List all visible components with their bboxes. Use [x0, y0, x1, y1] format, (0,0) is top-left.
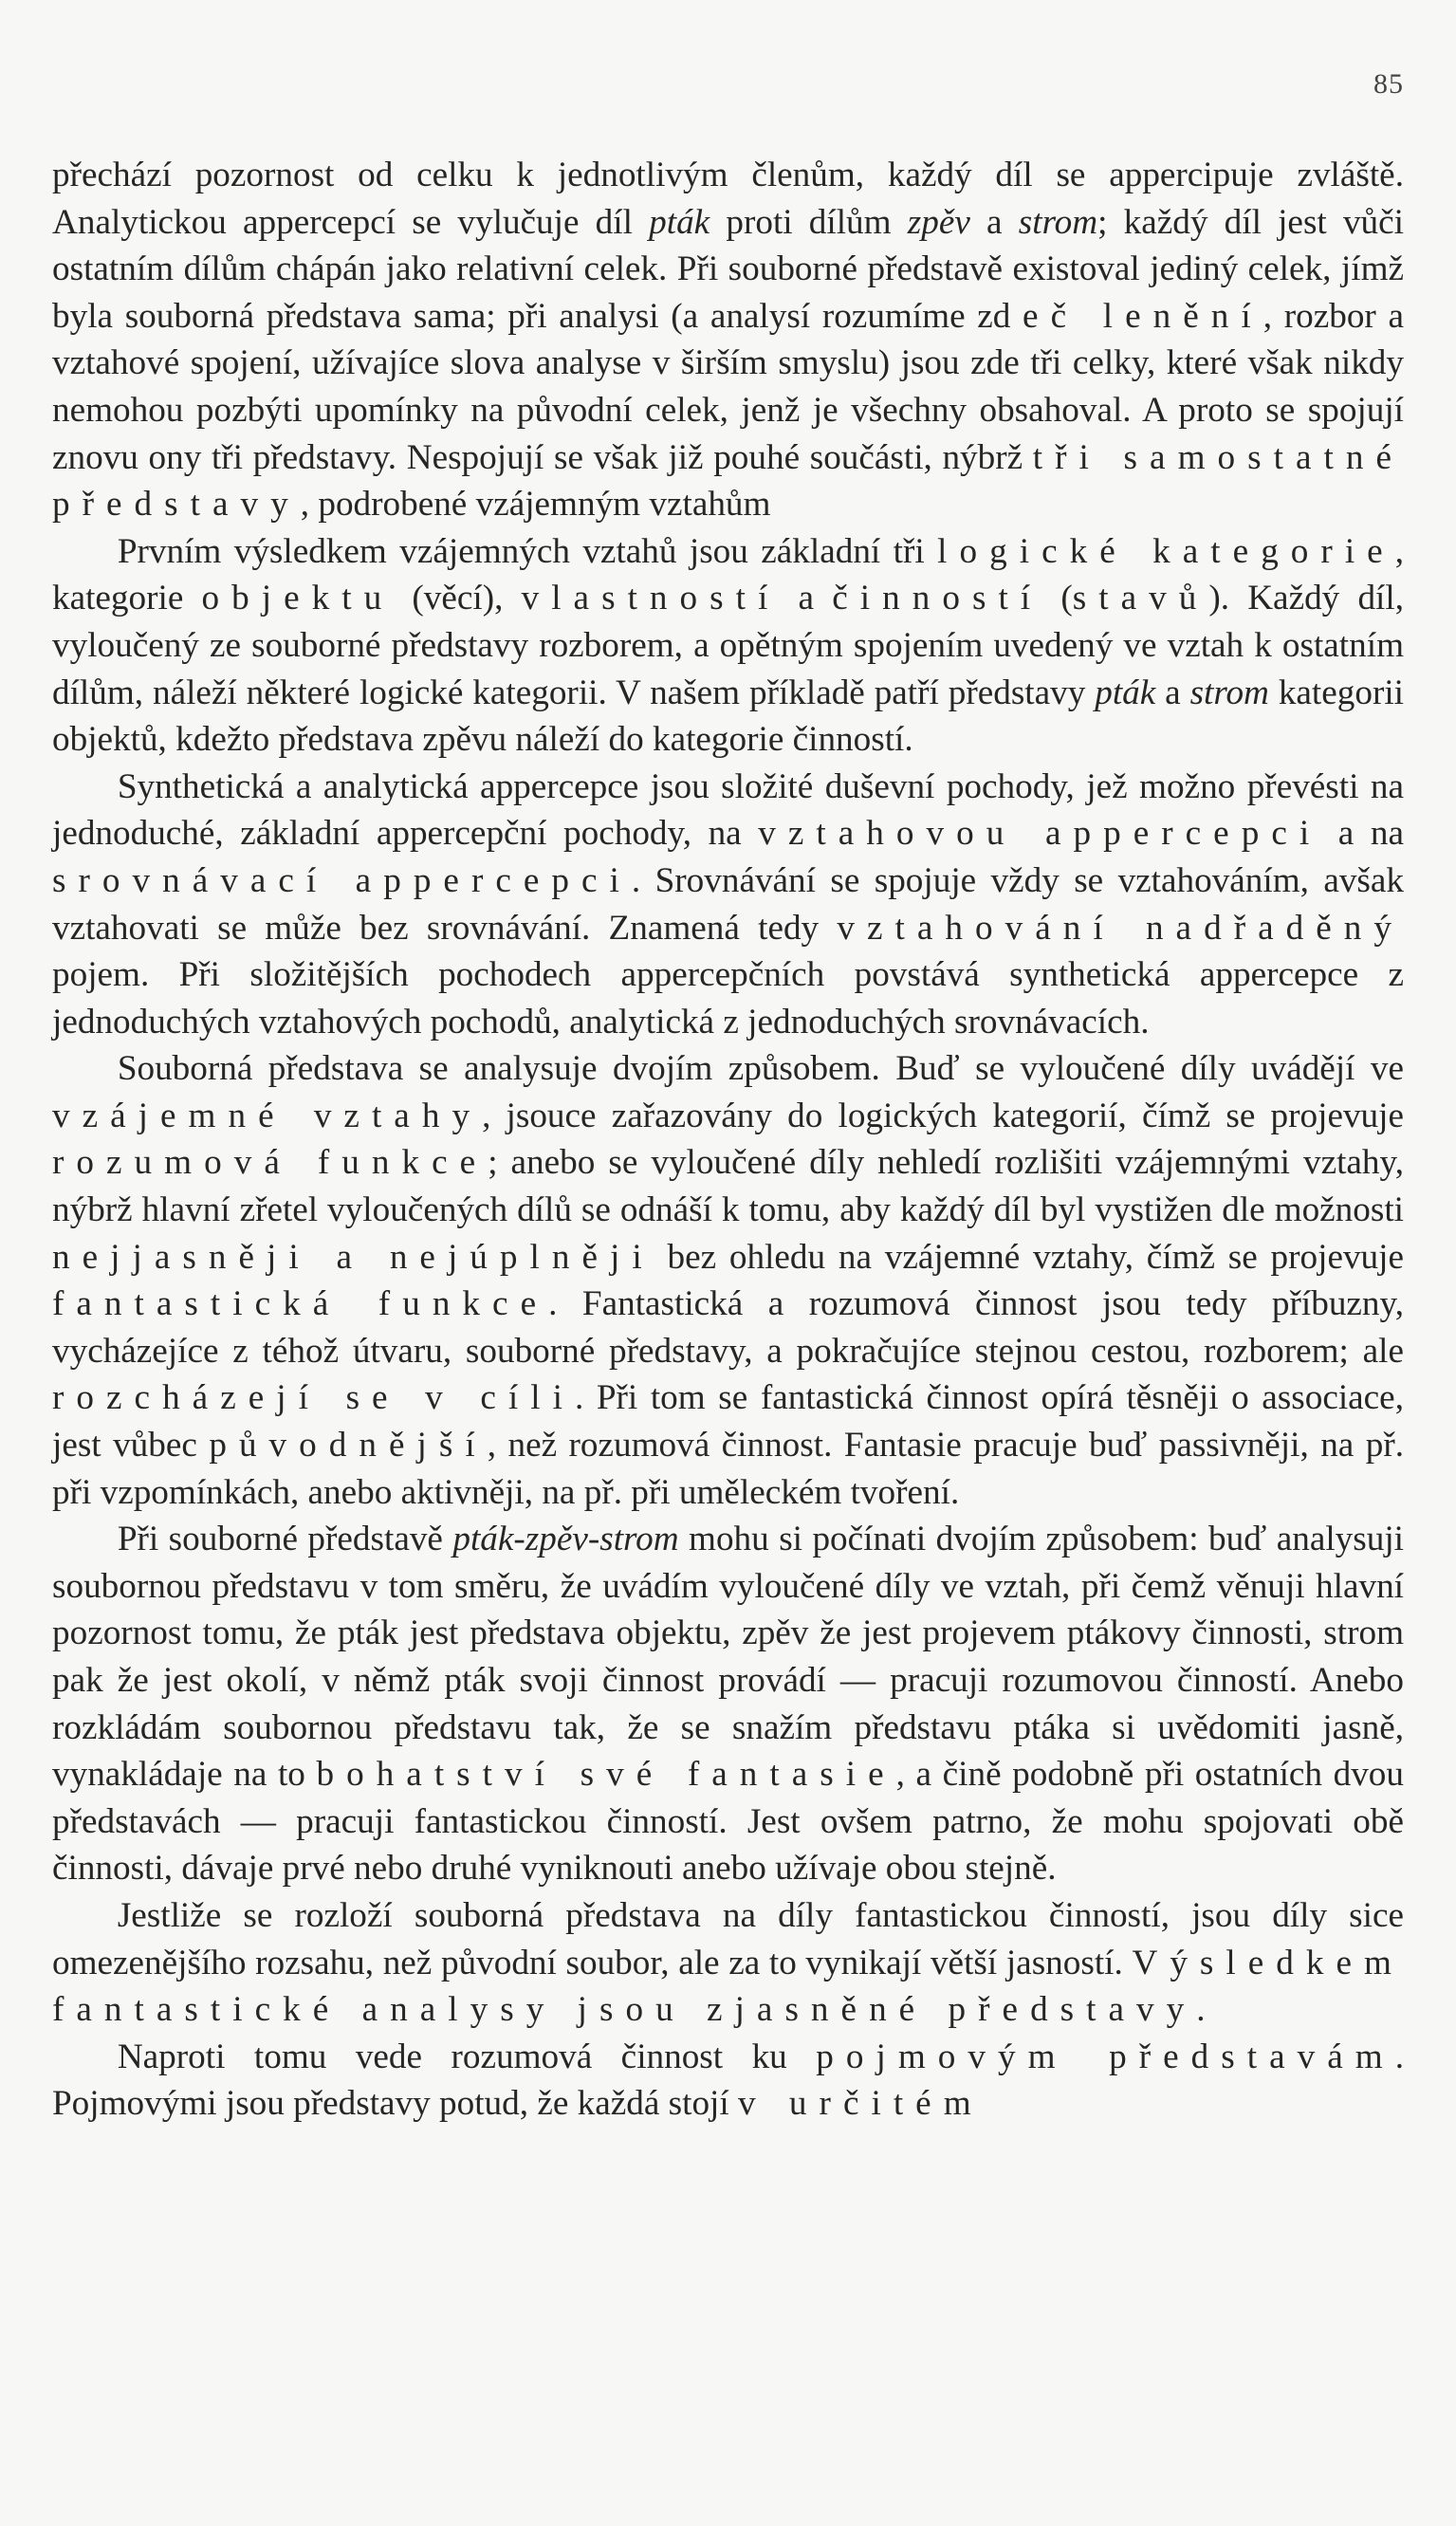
spaced-emphasis: pojmovým představám — [816, 2037, 1395, 2076]
text-run: a na — [1321, 814, 1404, 854]
spaced-emphasis: logické kategorie — [937, 531, 1395, 571]
italic-term: pták — [649, 202, 710, 242]
text-run: . — [1196, 1990, 1206, 2030]
text-run: ; anebo se vyloučené díly nehledí rozlišiti vzájemnými vztahy, nýbrž hlavní zřetel vyloučených dílů se odnáší k tomu, aby každý díl byl vystižen dle možnosti — [52, 1143, 1405, 1230]
spaced-emphasis: stavů — [1072, 579, 1209, 618]
paragraph — [52, 1892, 1404, 2034]
spaced-emphasis: nejjasněji a nejúplněji — [52, 1237, 654, 1277]
text-run: Při souborné představě — [117, 1520, 453, 1559]
spaced-emphasis: vztahování nadřaděný — [837, 908, 1404, 948]
paragraph — [52, 152, 1404, 528]
text-run: (věcí), — [394, 579, 522, 618]
text-run: kategorii objektů, kdežto představa zpěvu náleží do kategorie činností. — [52, 673, 1404, 760]
text-run: bez ohledu na vzájemné vztahy, čímž se projevuje — [654, 1237, 1404, 1277]
paragraph — [52, 1045, 1404, 1516]
italic-term: pták — [1095, 673, 1156, 712]
page-number: 85 — [1373, 68, 1404, 100]
spaced-emphasis: rozumová funkce — [52, 1143, 488, 1183]
spaced-emphasis: vlastností — [521, 579, 781, 618]
text-run: proti dílům — [710, 202, 908, 242]
text-run: Synthetická a analytická appercepce jsou složité duševní pochody, jež možno převésti na jednoduché, základní appercepční pochody, na — [52, 766, 1404, 854]
text-run: Naproti tomu vede rozumová činnost ku — [117, 2037, 817, 2076]
text-run: Jestliže se rozloží souborná představa na díly fantastickou činností, jsou díly sice omezenějšího rozsahu, než původní soubor, ale za to vynikají větší jasností. — [52, 1895, 1404, 1982]
italic-term: pták-zpěv-strom — [452, 1520, 679, 1559]
text-run: , kategorie — [52, 531, 1404, 618]
text-run: a — [1155, 673, 1190, 712]
text-run: ; každý díl jest vůči ostatním dílům chápán jako relativní celek. Při souborné představě existoval jediný celek, jímž byla souborná představa sama; při analysi (a analysí rozumíme zd — [52, 202, 1404, 336]
text-run: , než rozumová činnost. Fantasie pracuje buď passivněji, na př. při vzpomínkách, anebo aktivněji, na př. při uměleckém tvoření. — [52, 1426, 1405, 1512]
text-run: Souborná představa se analysuje dvojím způsobem. Buď se vyloučené díly uvádějí ve — [117, 1049, 1404, 1089]
text-run: . Srovnávání se spojuje vždy se vztahováním, avšak vztahovati se může bez srovnávání. Znamená tedy — [52, 860, 1404, 948]
text-run: a — [969, 202, 1019, 242]
text-run: , a čině podobně při ostatních dvou představách — pracuji fantastickou činností. Jest ovšem patrno, že mohu spojovati obě činnosti, dávaje prvé nebo druhé vyniknouti anebo užívaje obou stejně. — [52, 1755, 1404, 1889]
text-run: přechází pozornost od celku k jednotlivým členům, každý díl se appercipuje zvláště. Analytickou appercepcí se vylučuje díl — [52, 156, 1404, 242]
spaced-emphasis: vztahovou appercepci — [758, 814, 1322, 854]
italic-term: zpěv — [907, 202, 970, 242]
paragraph — [52, 1516, 1404, 1892]
text-run: Prvním výsledkem vzájemných vztahů jsou základní tři — [117, 531, 938, 571]
spaced-emphasis: bohatství své fantasie — [316, 1755, 896, 1795]
spaced-emphasis: činností — [832, 579, 1043, 618]
text-run: ( — [1042, 579, 1073, 618]
italic-term: strom — [1018, 202, 1098, 242]
spaced-emphasis: fantastická funkce — [52, 1284, 549, 1324]
spaced-emphasis: v určitém — [738, 2084, 984, 2124]
spaced-emphasis: srovnávací appercepci — [52, 860, 632, 900]
paragraph — [52, 528, 1404, 764]
paragraph — [52, 2034, 1404, 2128]
spaced-emphasis: eč lenění — [1023, 296, 1263, 336]
text-run: a — [780, 579, 833, 618]
spaced-emphasis: Výsledkem fantastické analysy jsou zjasněné představy — [52, 1943, 1404, 2030]
paragraph — [52, 764, 1404, 1046]
spaced-emphasis: tři samostatné představy — [52, 437, 1404, 525]
spaced-emphasis: původnější — [209, 1426, 488, 1466]
text-run: . Fantastická a rozumová činnost jsou tedy příbuzny, vycházejíce z téhož útvaru, souborné představy, a pokračujíce stejnou cestou, rozborem; ale — [52, 1284, 1404, 1371]
text-run: . Pojmovými jsou představy potud, že každá stojí — [52, 2037, 1404, 2124]
body-text — [52, 152, 1404, 2128]
text-run: ). Každý díl, vyloučený ze souborné představy rozborem, a opětným spojením uvedený ve vztah k ostatním dílům, náleží některé logické kategorii. V našem příkladě patří představy — [52, 579, 1404, 712]
text-run: mohu si počínati dvojím způsobem: buď analysuji soubornou představu v tom směru, že uvádím vyloučené díly ve vztah, při čemž věnuji hlavní pozornost tomu, že pták jest představa objektu, zpěv že jest projevem ptákovy činnosti, strom pak že jest okolí, v němž pták svoji činnost provádí — pracuji rozumovou činností. Anebo rozkládám soubornou představu tak, že se snažím představu ptáka si uvědomiti jasně, vynakládaje na to — [52, 1520, 1404, 1795]
text-run: , podrobené vzájemným vztahům — [300, 485, 771, 525]
spaced-emphasis: rozcházejí se v cíli — [52, 1378, 575, 1418]
text-run: , jsouce zařazovány do logických kategorií, čímž se projevuje — [482, 1096, 1404, 1135]
spaced-emphasis: vzájemné vztahy — [52, 1096, 483, 1135]
text-run: pojem. Při složitějších pochodech appercepčních povstává synthetická appercepce z jednoduchých vztahových pochodů, analytická z jednoduchých srovnávacích. — [52, 955, 1404, 1042]
italic-term: strom — [1189, 673, 1269, 712]
text-run: . Při tom se fantastická činnost opírá těsněji o associace, jest vůbec — [52, 1378, 1404, 1466]
text-run: , rozbor a vztahové spojení, užívajíce slova analyse v širším smyslu) jsou zde tři celky, které však nikdy nemohou pozbýti upomínky na původní celek, jenž je všechny obsahoval. A proto se spojují znovu ony tři představy. Nespojují se však již pouhé součásti, nýbrž — [52, 296, 1404, 477]
spaced-emphasis: objektu — [201, 579, 395, 618]
